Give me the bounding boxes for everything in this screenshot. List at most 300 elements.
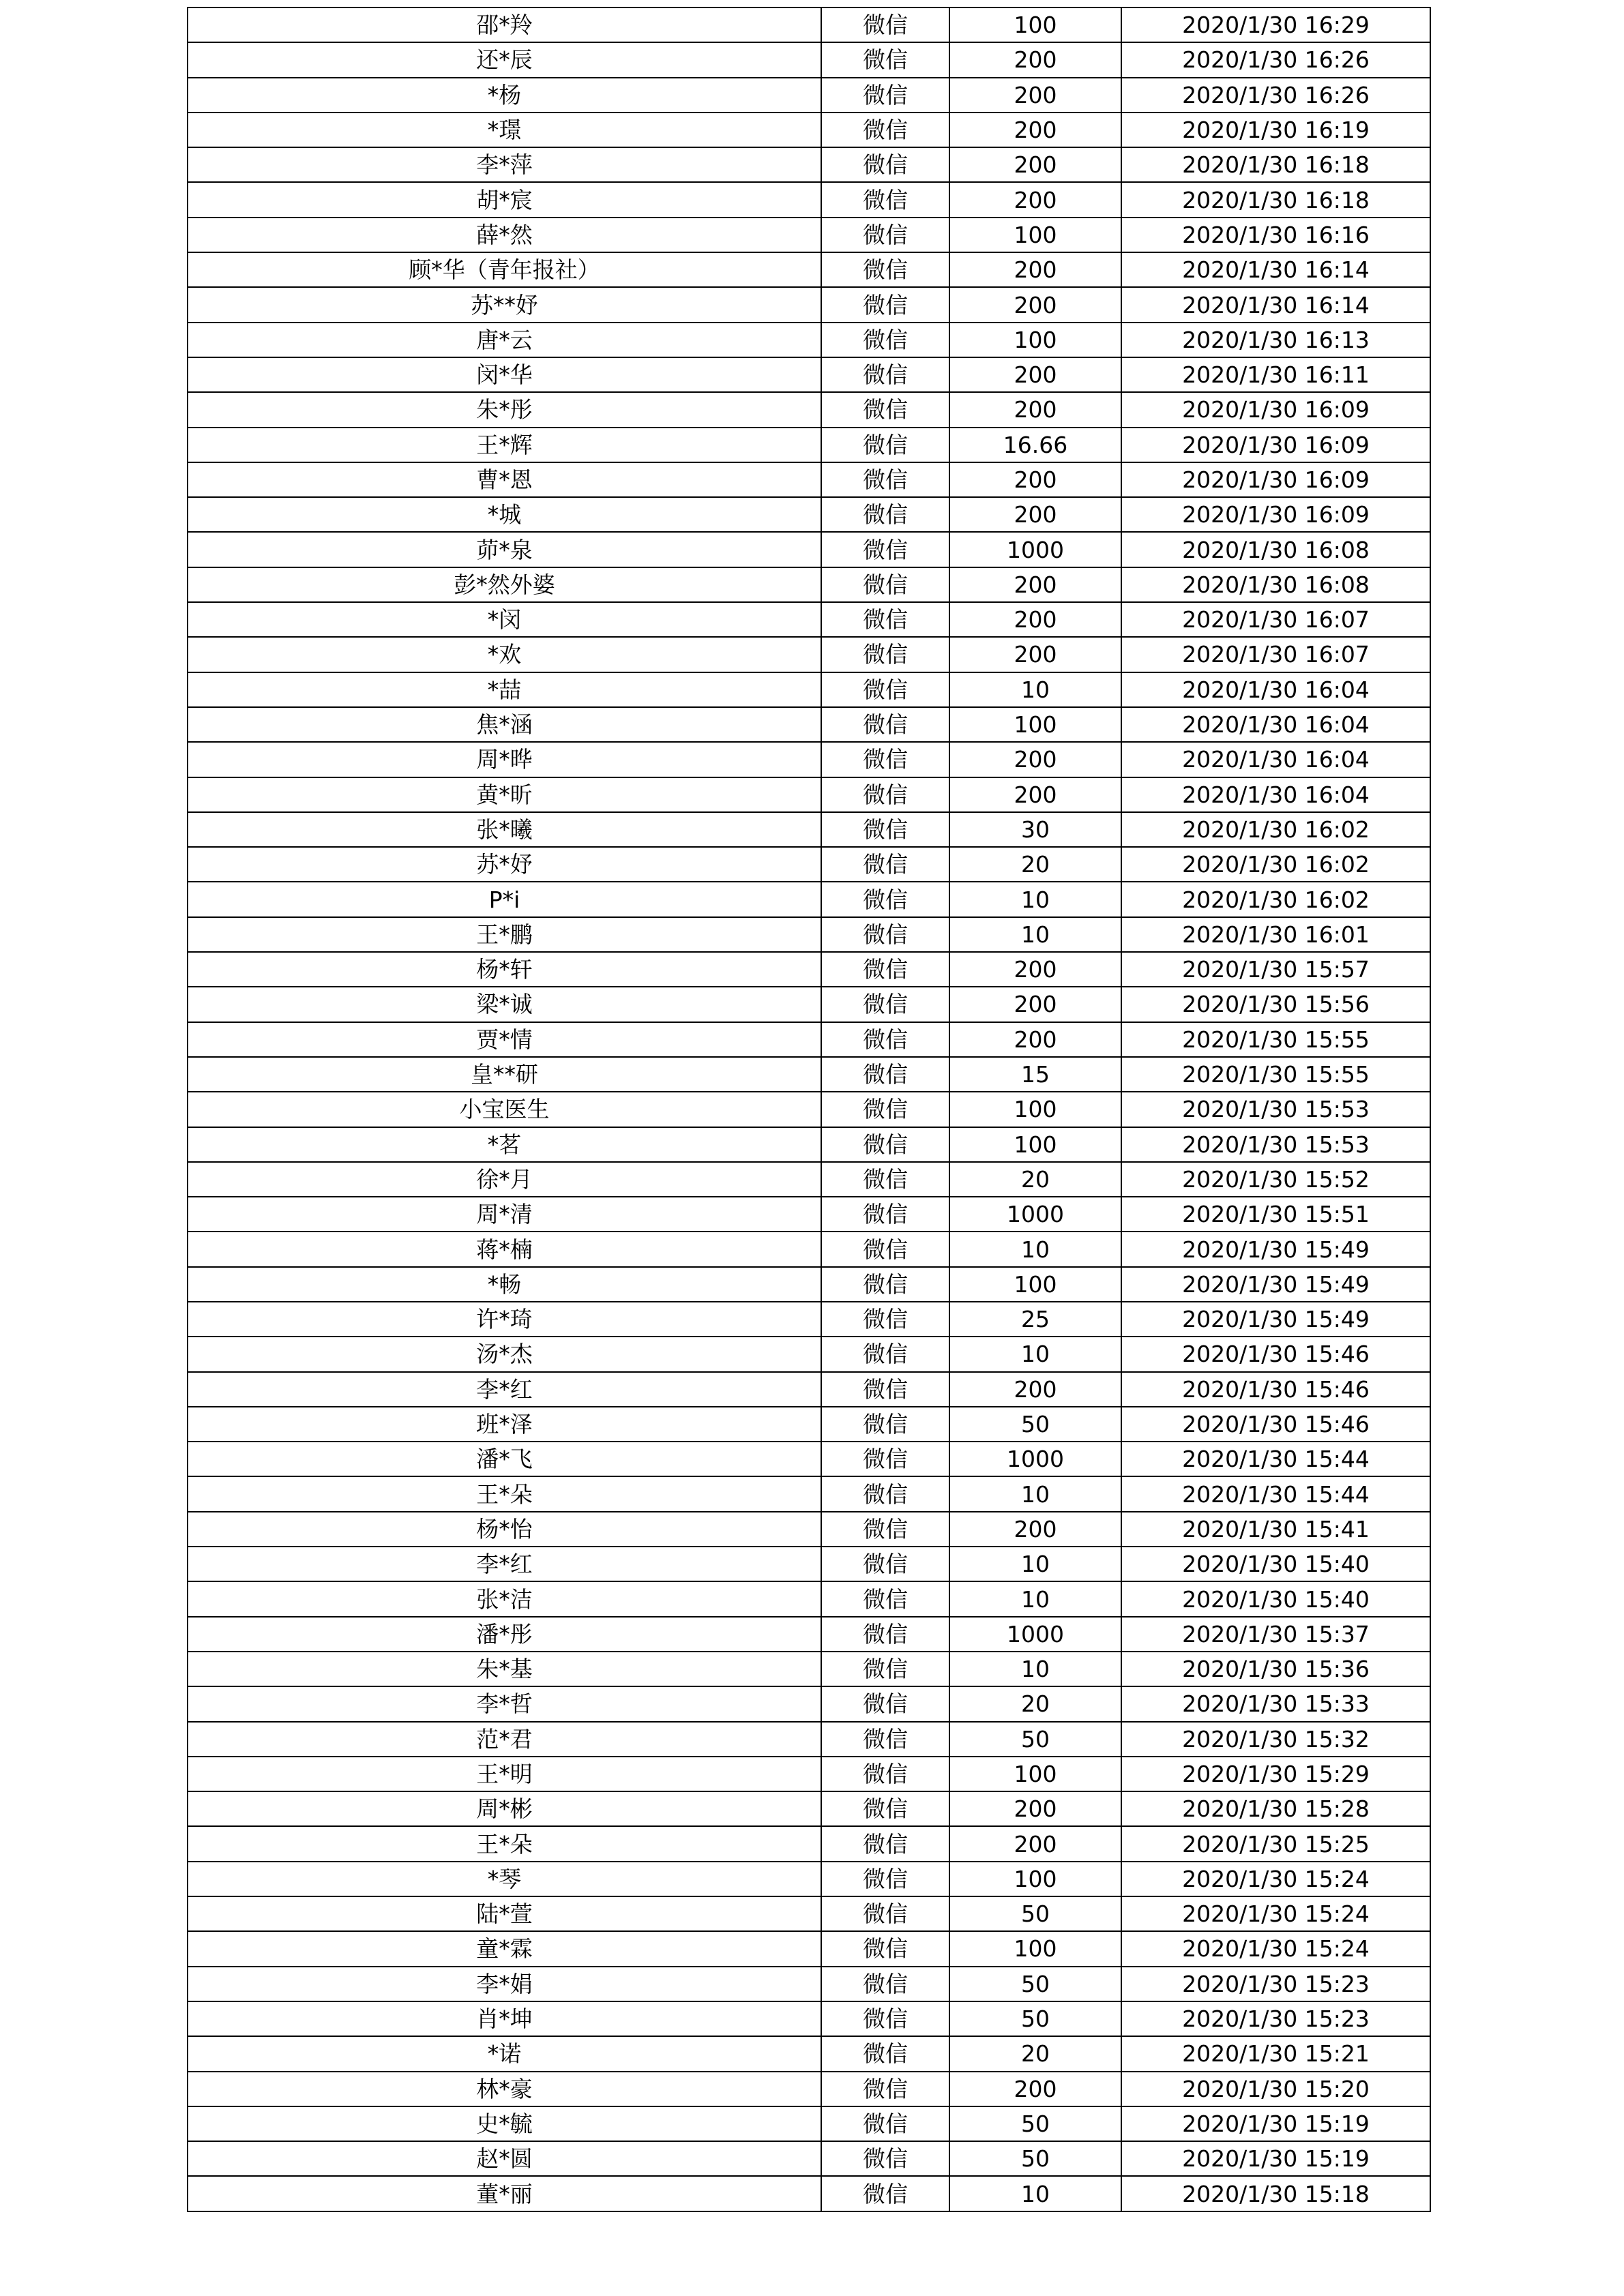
amount-cell: 10 [949,672,1121,707]
donor-name-cell: 胡*宸 [188,182,821,217]
amount-cell: 10 [949,917,1121,952]
donor-name-cell: 史*毓 [188,2106,821,2141]
donor-name-cell: 杨*轩 [188,952,821,987]
table-row [188,323,1430,357]
donor-name-cell: 顾*华（青年报社） [188,252,821,287]
timestamp-cell: 2020/1/30 15:32 [1121,1722,1430,1757]
amount-cell: 200 [949,952,1121,987]
table-row [188,1652,1430,1686]
payment-method-cell: 微信 [821,812,949,847]
amount-cell: 25 [949,1302,1121,1337]
donor-name-cell: 周*清 [188,1197,821,1232]
payment-method-cell: 微信 [821,637,949,672]
table-row [188,8,1430,42]
timestamp-cell: 2020/1/30 16:14 [1121,287,1430,322]
payment-method-cell: 微信 [821,1967,949,2001]
payment-method-cell: 微信 [821,1791,949,1826]
donor-name-cell: *茗 [188,1127,821,1162]
amount-cell: 50 [949,2141,1121,2176]
table-row [188,1092,1430,1127]
amount-cell: 16.66 [949,428,1121,462]
payment-method-cell: 微信 [821,1092,949,1127]
donor-name-cell: 林*豪 [188,2072,821,2106]
timestamp-cell: 2020/1/30 15:55 [1121,1022,1430,1057]
amount-cell: 200 [949,78,1121,113]
table-row [188,1407,1430,1442]
payment-method-cell: 微信 [821,1337,949,1371]
timestamp-cell: 2020/1/30 15:52 [1121,1162,1430,1197]
timestamp-cell: 2020/1/30 15:21 [1121,2036,1430,2071]
donor-name-cell: 徐*月 [188,1162,821,1197]
amount-cell: 15 [949,1057,1121,1092]
timestamp-cell: 2020/1/30 15:23 [1121,2001,1430,2036]
timestamp-cell: 2020/1/30 15:20 [1121,2072,1430,2106]
payment-method-cell: 微信 [821,42,949,77]
payment-method-cell: 微信 [821,2141,949,2176]
donor-name-cell: *畅 [188,1267,821,1302]
payment-method-cell: 微信 [821,1022,949,1057]
donor-name-cell: 蒋*楠 [188,1232,821,1266]
table-row [188,987,1430,1022]
table-row [188,287,1430,322]
payment-method-cell: 微信 [821,2106,949,2141]
payment-method-cell: 微信 [821,2001,949,2036]
table-row [188,2072,1430,2106]
donor-name-cell: 李*哲 [188,1686,821,1721]
table-row [188,742,1430,777]
payment-method-cell: 微信 [821,1232,949,1266]
donor-name-cell: 班*泽 [188,1407,821,1442]
timestamp-cell: 2020/1/30 16:09 [1121,428,1430,462]
timestamp-cell: 2020/1/30 15:46 [1121,1337,1430,1371]
timestamp-cell: 2020/1/30 15:40 [1121,1581,1430,1616]
table-row [188,218,1430,252]
payment-method-cell: 微信 [821,218,949,252]
donor-name-cell: 李*红 [188,1372,821,1407]
donor-name-cell: *杨 [188,78,821,113]
payment-method-cell: 微信 [821,252,949,287]
payment-method-cell: 微信 [821,1302,949,1337]
amount-cell: 200 [949,2072,1121,2106]
timestamp-cell: 2020/1/30 16:04 [1121,672,1430,707]
amount-cell: 200 [949,637,1121,672]
table-row [188,1162,1430,1197]
table-row [188,1547,1430,1581]
payment-method-cell: 微信 [821,987,949,1022]
donor-name-cell: 王*朵 [188,1476,821,1511]
table-row [188,707,1430,742]
table-row [188,1022,1430,1057]
amount-cell: 200 [949,1826,1121,1861]
timestamp-cell: 2020/1/30 16:07 [1121,602,1430,637]
timestamp-cell: 2020/1/30 16:29 [1121,8,1430,42]
donor-name-cell: 朱*基 [188,1652,821,1686]
table-row [188,2036,1430,2071]
timestamp-cell: 2020/1/30 16:04 [1121,777,1430,812]
timestamp-cell: 2020/1/30 15:33 [1121,1686,1430,1721]
timestamp-cell: 2020/1/30 16:18 [1121,182,1430,217]
timestamp-cell: 2020/1/30 16:11 [1121,357,1430,392]
table-row [188,812,1430,847]
payment-method-cell: 微信 [821,147,949,182]
table-row [188,42,1430,77]
donor-name-cell: 赵*圆 [188,2141,821,2176]
payment-method-cell: 微信 [821,1267,949,1302]
table-row [188,1302,1430,1337]
table-row [188,1127,1430,1162]
payment-method-cell: 微信 [821,1757,949,1791]
donor-name-cell: *闵 [188,602,821,637]
table-row [188,1372,1430,1407]
timestamp-cell: 2020/1/30 15:44 [1121,1442,1430,1476]
table-row [188,637,1430,672]
payment-method-cell: 微信 [821,1197,949,1232]
donor-name-cell: 邵*羚 [188,8,821,42]
amount-cell: 100 [949,1092,1121,1127]
table-row [188,2176,1430,2211]
timestamp-cell: 2020/1/30 15:28 [1121,1791,1430,1826]
payment-method-cell: 微信 [821,1476,949,1511]
payment-method-cell: 微信 [821,428,949,462]
timestamp-cell: 2020/1/30 15:46 [1121,1407,1430,1442]
timestamp-cell: 2020/1/30 15:56 [1121,987,1430,1022]
timestamp-cell: 2020/1/30 16:09 [1121,392,1430,427]
payment-method-cell: 微信 [821,1127,949,1162]
timestamp-cell: 2020/1/30 15:49 [1121,1232,1430,1266]
table-row [188,462,1430,497]
table-row [188,1896,1430,1931]
table-row [188,882,1430,916]
table-row [188,1512,1430,1547]
donor-name-cell: 童*霖 [188,1931,821,1966]
table-row [188,1581,1430,1616]
donor-name-cell: 杨*怡 [188,1512,821,1547]
payment-method-cell: 微信 [821,182,949,217]
table-row [188,113,1430,147]
table-row [188,2106,1430,2141]
payment-method-cell: 微信 [821,567,949,602]
amount-cell: 20 [949,847,1121,882]
amount-cell: 100 [949,8,1121,42]
table-row [188,252,1430,287]
amount-cell: 1000 [949,1442,1121,1476]
amount-cell: 10 [949,1652,1121,1686]
timestamp-cell: 2020/1/30 15:51 [1121,1197,1430,1232]
donor-name-cell: 王*辉 [188,428,821,462]
donor-name-cell: *喆 [188,672,821,707]
amount-cell: 20 [949,1686,1121,1721]
donor-name-cell: *城 [188,497,821,532]
donor-name-cell: 范*君 [188,1722,821,1757]
donor-name-cell: 小宝医生 [188,1092,821,1127]
timestamp-cell: 2020/1/30 15:44 [1121,1476,1430,1511]
donor-name-cell: *诺 [188,2036,821,2071]
amount-cell: 200 [949,1022,1121,1057]
amount-cell: 20 [949,1162,1121,1197]
donor-name-cell: 苏*妤 [188,847,821,882]
timestamp-cell: 2020/1/30 15:24 [1121,1931,1430,1966]
table-row [188,1791,1430,1826]
amount-cell: 30 [949,812,1121,847]
donor-name-cell: 潘*彤 [188,1617,821,1652]
timestamp-cell: 2020/1/30 15:49 [1121,1267,1430,1302]
donor-name-cell: *璟 [188,113,821,147]
payment-method-cell: 微信 [821,2176,949,2211]
amount-cell: 200 [949,182,1121,217]
amount-cell: 50 [949,1967,1121,2001]
amount-cell: 200 [949,113,1121,147]
amount-cell: 200 [949,252,1121,287]
amount-cell: 1000 [949,1197,1121,1232]
payment-method-cell: 微信 [821,1162,949,1197]
payment-method-cell: 微信 [821,602,949,637]
timestamp-cell: 2020/1/30 16:09 [1121,497,1430,532]
amount-cell: 1000 [949,1617,1121,1652]
donor-name-cell: 潘*飞 [188,1442,821,1476]
amount-cell: 10 [949,1581,1121,1616]
donor-name-cell: 还*辰 [188,42,821,77]
timestamp-cell: 2020/1/30 15:37 [1121,1617,1430,1652]
timestamp-cell: 2020/1/30 15:40 [1121,1547,1430,1581]
table-row [188,1267,1430,1302]
donor-name-cell: 曹*恩 [188,462,821,497]
amount-cell: 200 [949,1372,1121,1407]
payment-method-cell: 微信 [821,777,949,812]
payment-method-cell: 微信 [821,497,949,532]
amount-cell: 200 [949,357,1121,392]
amount-cell: 200 [949,392,1121,427]
timestamp-cell: 2020/1/30 15:19 [1121,2141,1430,2176]
table-row [188,1442,1430,1476]
timestamp-cell: 2020/1/30 15:25 [1121,1826,1430,1861]
payment-method-cell: 微信 [821,1896,949,1931]
donor-name-cell: 王*明 [188,1757,821,1791]
donor-name-cell: 李*娟 [188,1967,821,2001]
payment-method-cell: 微信 [821,532,949,567]
donor-name-cell: 王*鹏 [188,917,821,952]
donor-name-cell: 张*洁 [188,1581,821,1616]
table-row [188,1686,1430,1721]
table-row [188,147,1430,182]
donor-name-cell: *欢 [188,637,821,672]
amount-cell: 200 [949,777,1121,812]
amount-cell: 10 [949,1547,1121,1581]
payment-method-cell: 微信 [821,1686,949,1721]
timestamp-cell: 2020/1/30 16:16 [1121,218,1430,252]
timestamp-cell: 2020/1/30 16:08 [1121,532,1430,567]
timestamp-cell: 2020/1/30 16:02 [1121,882,1430,916]
donation-table [187,7,1431,2212]
donor-name-cell: 彭*然外婆 [188,567,821,602]
table-row [188,357,1430,392]
payment-method-cell: 微信 [821,707,949,742]
table-row [188,952,1430,987]
table-row [188,1826,1430,1861]
amount-cell: 10 [949,1476,1121,1511]
amount-cell: 100 [949,1862,1121,1896]
amount-cell: 50 [949,2106,1121,2141]
amount-cell: 200 [949,462,1121,497]
amount-cell: 100 [949,1931,1121,1966]
timestamp-cell: 2020/1/30 16:01 [1121,917,1430,952]
payment-method-cell: 微信 [821,1581,949,1616]
table-row [188,2141,1430,2176]
payment-method-cell: 微信 [821,1512,949,1547]
donor-name-cell: 闵*华 [188,357,821,392]
timestamp-cell: 2020/1/30 16:04 [1121,707,1430,742]
table-row [188,1617,1430,1652]
timestamp-cell: 2020/1/30 15:55 [1121,1057,1430,1092]
amount-cell: 200 [949,742,1121,777]
timestamp-cell: 2020/1/30 16:07 [1121,637,1430,672]
amount-cell: 50 [949,1722,1121,1757]
payment-method-cell: 微信 [821,1722,949,1757]
amount-cell: 10 [949,1337,1121,1371]
donor-name-cell: 肖*坤 [188,2001,821,2036]
amount-cell: 10 [949,2176,1121,2211]
payment-method-cell: 微信 [821,1372,949,1407]
donor-name-cell: 皇**研 [188,1057,821,1092]
payment-method-cell: 微信 [821,672,949,707]
donor-name-cell: 周*彬 [188,1791,821,1826]
table-row [188,1757,1430,1791]
donor-name-cell: 朱*彤 [188,392,821,427]
timestamp-cell: 2020/1/30 15:23 [1121,1967,1430,2001]
donor-name-cell: 陆*萱 [188,1896,821,1931]
payment-method-cell: 微信 [821,78,949,113]
payment-method-cell: 微信 [821,917,949,952]
payment-method-cell: 微信 [821,1547,949,1581]
payment-method-cell: 微信 [821,1407,949,1442]
donor-name-cell: 周*晔 [188,742,821,777]
payment-method-cell: 微信 [821,1862,949,1896]
donor-name-cell: 李*萍 [188,147,821,182]
table-row [188,497,1430,532]
donor-name-cell: 李*红 [188,1547,821,1581]
table-row [188,1862,1430,1896]
amount-cell: 50 [949,1407,1121,1442]
table-row [188,602,1430,637]
amount-cell: 10 [949,1232,1121,1266]
table-row [188,567,1430,602]
timestamp-cell: 2020/1/30 16:26 [1121,78,1430,113]
donor-name-cell: 薛*然 [188,218,821,252]
table-row [188,428,1430,462]
payment-method-cell: 微信 [821,113,949,147]
timestamp-cell: 2020/1/30 15:24 [1121,1862,1430,1896]
table-row [188,78,1430,113]
donor-name-cell: 梁*诚 [188,987,821,1022]
table-row [188,1337,1430,1371]
payment-method-cell: 微信 [821,742,949,777]
timestamp-cell: 2020/1/30 16:19 [1121,113,1430,147]
timestamp-cell: 2020/1/30 15:36 [1121,1652,1430,1686]
amount-cell: 200 [949,567,1121,602]
timestamp-cell: 2020/1/30 15:46 [1121,1372,1430,1407]
payment-method-cell: 微信 [821,2036,949,2071]
payment-method-cell: 微信 [821,1057,949,1092]
amount-cell: 200 [949,147,1121,182]
payment-method-cell: 微信 [821,2072,949,2106]
timestamp-cell: 2020/1/30 15:24 [1121,1896,1430,1931]
table-row [188,1476,1430,1511]
table-row [188,847,1430,882]
amount-cell: 10 [949,882,1121,916]
amount-cell: 50 [949,1896,1121,1931]
amount-cell: 20 [949,2036,1121,2071]
timestamp-cell: 2020/1/30 15:49 [1121,1302,1430,1337]
timestamp-cell: 2020/1/30 16:02 [1121,847,1430,882]
timestamp-cell: 2020/1/30 16:13 [1121,323,1430,357]
timestamp-cell: 2020/1/30 16:04 [1121,742,1430,777]
table-row [188,532,1430,567]
timestamp-cell: 2020/1/30 16:02 [1121,812,1430,847]
timestamp-cell: 2020/1/30 16:09 [1121,462,1430,497]
payment-method-cell: 微信 [821,1617,949,1652]
amount-cell: 100 [949,1127,1121,1162]
donor-name-cell: 茆*泉 [188,532,821,567]
payment-method-cell: 微信 [821,357,949,392]
amount-cell: 200 [949,42,1121,77]
amount-cell: 50 [949,2001,1121,2036]
donor-name-cell: 唐*云 [188,323,821,357]
amount-cell: 200 [949,1791,1121,1826]
timestamp-cell: 2020/1/30 15:41 [1121,1512,1430,1547]
table-row [188,1931,1430,1966]
timestamp-cell: 2020/1/30 15:53 [1121,1092,1430,1127]
table-row [188,2001,1430,2036]
payment-method-cell: 微信 [821,1931,949,1966]
table-row [188,672,1430,707]
payment-method-cell: 微信 [821,462,949,497]
timestamp-cell: 2020/1/30 16:08 [1121,567,1430,602]
payment-method-cell: 微信 [821,847,949,882]
table-row [188,777,1430,812]
amount-cell: 200 [949,987,1121,1022]
donor-name-cell: *琴 [188,1862,821,1896]
timestamp-cell: 2020/1/30 16:26 [1121,42,1430,77]
donor-name-cell: 贾*情 [188,1022,821,1057]
table-row [188,1197,1430,1232]
table-row [188,182,1430,217]
donor-name-cell: 许*琦 [188,1302,821,1337]
timestamp-cell: 2020/1/30 15:57 [1121,952,1430,987]
donor-name-cell: 王*朵 [188,1826,821,1861]
amount-cell: 100 [949,218,1121,252]
payment-method-cell: 微信 [821,1442,949,1476]
amount-cell: 100 [949,323,1121,357]
table-row [188,1057,1430,1092]
table-row [188,392,1430,427]
donor-name-cell: 张*曦 [188,812,821,847]
timestamp-cell: 2020/1/30 15:53 [1121,1127,1430,1162]
timestamp-cell: 2020/1/30 15:29 [1121,1757,1430,1791]
donor-name-cell: P*i [188,882,821,916]
timestamp-cell: 2020/1/30 15:18 [1121,2176,1430,2211]
payment-method-cell: 微信 [821,8,949,42]
payment-method-cell: 微信 [821,287,949,322]
table-row [188,1722,1430,1757]
payment-method-cell: 微信 [821,1826,949,1861]
amount-cell: 100 [949,1757,1121,1791]
amount-cell: 200 [949,602,1121,637]
donor-name-cell: 苏**妤 [188,287,821,322]
payment-method-cell: 微信 [821,1652,949,1686]
timestamp-cell: 2020/1/30 16:18 [1121,147,1430,182]
amount-cell: 200 [949,287,1121,322]
amount-cell: 100 [949,707,1121,742]
table-row [188,917,1430,952]
